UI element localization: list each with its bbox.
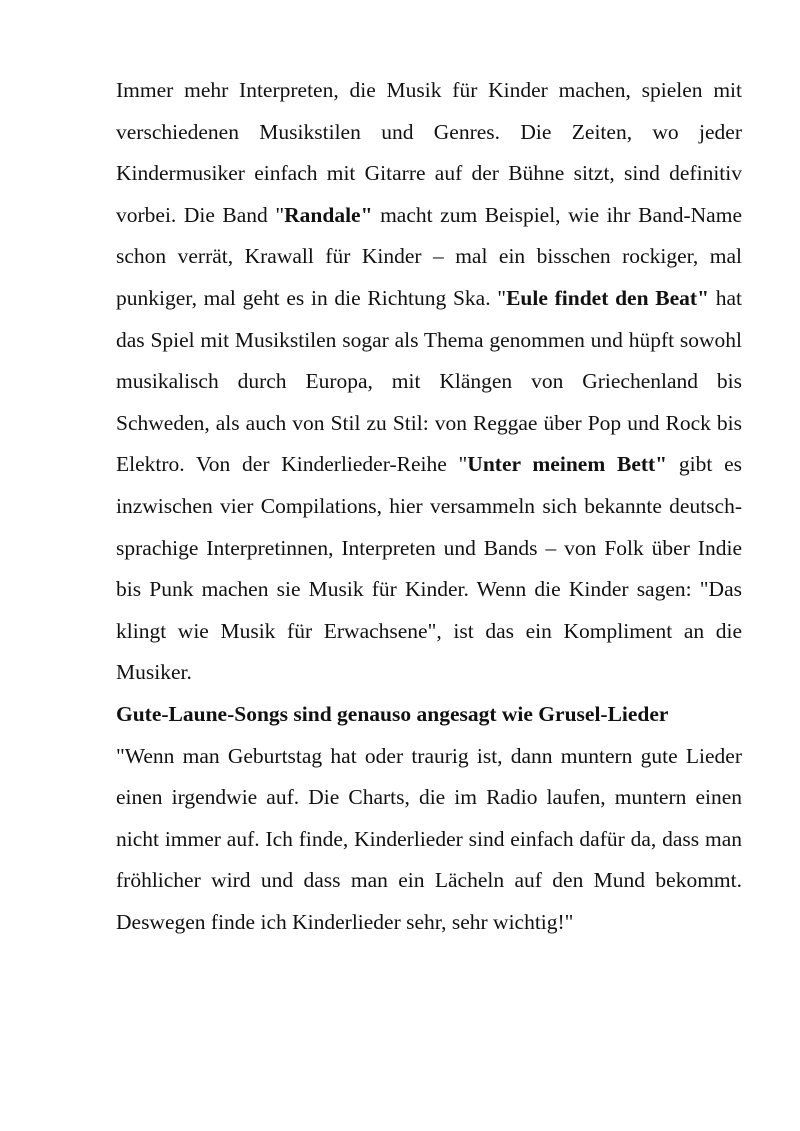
band-name-randale: Randale" xyxy=(284,202,373,227)
paragraph-text: hat das Spiel mit Musikstilen sogar als Thema genommen und hüpft sowohl musikalisch durch Europa, mit Klängen von Griechenland bis Schweden, als auch von Stil zu Stil: von Reggae über Pop und Rock bis Elektro. Von der Kinderlieder-Reihe " xyxy=(116,285,743,477)
document-page xyxy=(116,70,742,943)
paragraph-kindermusik-stile xyxy=(116,70,742,694)
paragraph-text: macht zum Beispiel, wie ihr Band-Name schon verrät, Krawall für Kinder – mal ein bisschen rockiger, mal punkiger, mal geht es in die Richtung Ska. " xyxy=(116,202,742,310)
paragraph-text: Immer mehr Interpreten, die Musik für Kinder machen, spielen mit verschiedenen Musikstilen und Genres. Die Zeiten, wo jeder Kindermusiker einfach mit Gitarre auf der Bühne sitzt, sind definitiv vorbei. Die Band " xyxy=(116,78,742,227)
series-name-unter-meinem-bett: Unter meinem Bett" xyxy=(467,452,668,477)
paragraph-text: gibt es inzwischen vier Compilations, hier versammeln sich bekannte deutsch-sprachige Interpretinnen, Interpreten und Bands – von Folk über Indie bis Punk machen sie Musik für Kinder. Wenn die Kinder sagen: "Das klingt wie Musik für Erwachsene", ist das ein Kompliment an die Musiker. xyxy=(116,452,742,685)
section-heading: Gute-Laune-Songs sind genauso angesagt wie Grusel-Lieder xyxy=(116,701,669,726)
paragraph-quote: "Wenn man Geburtstag hat oder traurig ist, dann muntern gute Lieder einen irgendwie auf. Die Charts, die im Radio laufen, muntern einen nicht immer auf. Ich finde, Kinderlieder sind einfach dafür da, dass man fröhlicher wird und dass man ein Lächeln auf den Mund bekommt. Deswegen finde ich Kinderlieder sehr, sehr wichtig!" xyxy=(116,743,742,934)
band-name-eule-findet-den-beat: Eule findet den Beat" xyxy=(506,285,710,310)
